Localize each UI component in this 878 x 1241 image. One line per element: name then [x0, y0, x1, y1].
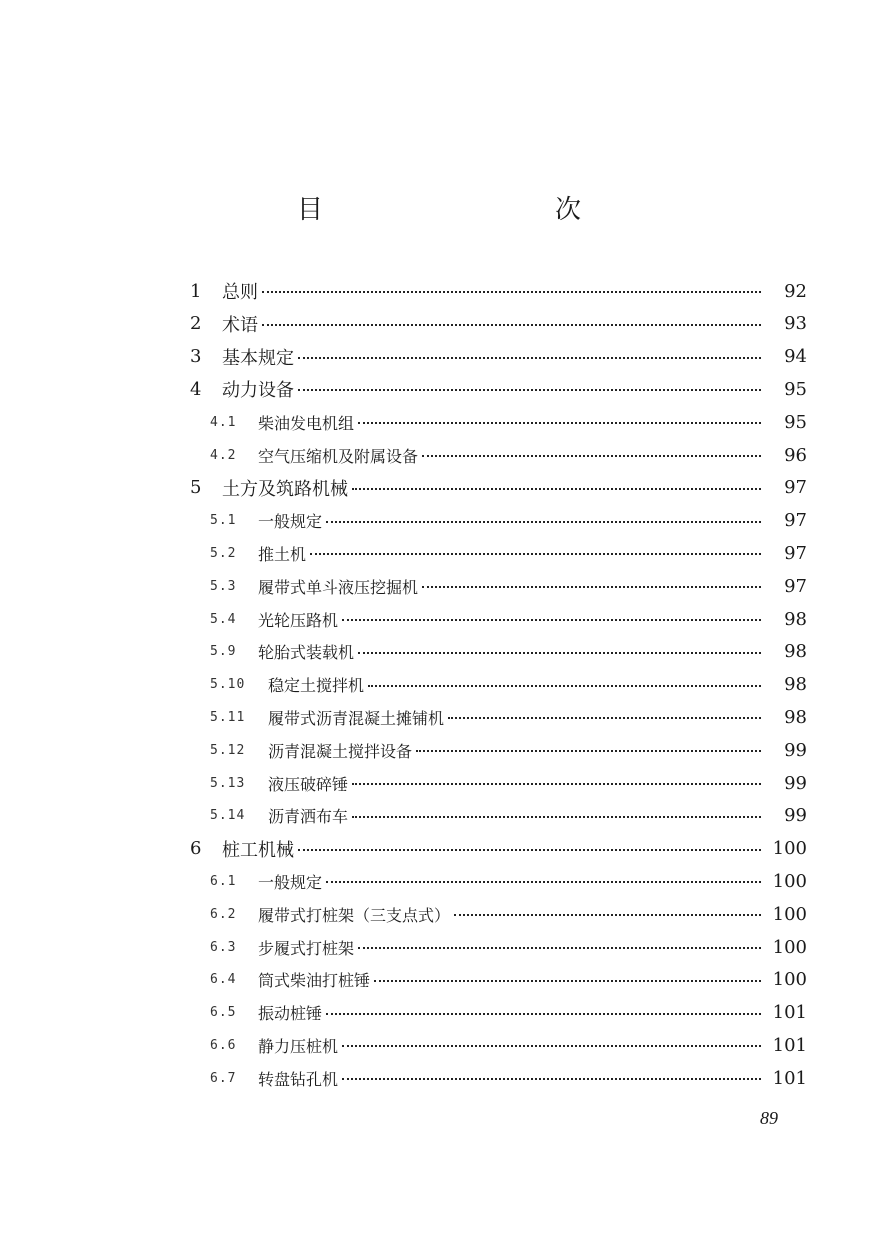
toc-leader-dots [326, 505, 761, 537]
toc-entry[interactable] [210, 767, 807, 799]
toc-leader-dots [352, 472, 761, 504]
toc-entry-page: 94 [784, 346, 807, 368]
toc-entry[interactable] [190, 275, 807, 307]
toc-leader-dots [342, 1062, 761, 1094]
toc-entry-title: 土方及筑路机械 [222, 478, 348, 500]
toc-entry-number: 6.4 [210, 972, 237, 988]
toc-entry-number: 6.3 [210, 939, 237, 955]
toc-entry[interactable] [210, 1029, 807, 1061]
toc-entry[interactable] [190, 833, 807, 865]
toc-leader-dots [326, 865, 761, 897]
toc-entry[interactable] [190, 373, 807, 405]
toc-entry-page: 97 [784, 510, 807, 532]
toc-entry-number: 5.3 [210, 578, 237, 594]
toc-leader-dots [262, 308, 761, 340]
toc-entry-number: 6.2 [210, 906, 237, 922]
toc-entry-title: 术语 [222, 314, 258, 336]
toc-entry-number: 5.14 [210, 808, 246, 824]
page-number: 89 [760, 1108, 778, 1128]
toc-leader-dots [416, 734, 761, 766]
toc-entry-page: 100 [772, 870, 807, 892]
toc-entry-title: 基本规定 [222, 347, 294, 369]
toc-leader-dots [342, 1029, 761, 1061]
toc-entry-number: 6.5 [210, 1005, 237, 1021]
toc-entry[interactable] [210, 964, 807, 996]
toc-entry-title: 振动桩锤 [258, 1004, 323, 1024]
toc-entry-page: 100 [772, 903, 807, 925]
toc-entry-number: 4 [190, 378, 202, 400]
toc-entry-number: 5.12 [210, 742, 246, 758]
toc-entry-title: 履带式沥青混凝土摊铺机 [268, 708, 445, 728]
toc-entry-number: 2 [190, 313, 202, 335]
toc-entry-page: 95 [784, 411, 807, 433]
toc-entry-number: 5.10 [210, 677, 246, 693]
toc-entry-title: 稳定土搅拌机 [268, 676, 365, 696]
toc-entry-number: 5.4 [210, 611, 237, 627]
toc-entry-page: 101 [772, 1067, 807, 1089]
toc-leader-dots [448, 701, 761, 733]
toc-entry-title: 液压破碎锤 [268, 774, 349, 794]
toc-entry-title: 沥青混凝土搅拌设备 [268, 741, 413, 761]
toc-entry-page: 93 [784, 313, 807, 335]
toc-entry[interactable] [210, 570, 807, 602]
toc-entry-number: 3 [190, 346, 202, 368]
table-of-contents [0, 275, 878, 1095]
toc-entry-title: 总则 [222, 282, 258, 303]
toc-entry[interactable] [210, 636, 807, 668]
toc-entry[interactable] [210, 406, 807, 438]
toc-entry-page: 97 [784, 575, 807, 597]
toc-entry-number: 6.1 [210, 873, 237, 889]
toc-entry-page: 96 [784, 444, 807, 466]
toc-entry-page: 100 [772, 838, 807, 860]
toc-entry-number: 6 [190, 838, 202, 860]
toc-entry-title: 步履式打桩架 [258, 938, 355, 958]
toc-entry-page: 97 [784, 477, 807, 499]
toc-leader-dots [298, 341, 761, 373]
toc-entry-title: 静力压桩机 [258, 1036, 339, 1056]
toc-entry-number: 5.11 [210, 709, 246, 725]
toc-entry-page: 98 [784, 608, 807, 630]
toc-entry-title: 履带式单斗液压挖掘机 [258, 577, 419, 597]
toc-leader-dots [422, 570, 761, 602]
toc-entry-number: 4.1 [210, 414, 237, 430]
toc-entry-number: 5.1 [210, 513, 237, 529]
toc-entry[interactable] [210, 734, 807, 766]
toc-leader-dots [298, 373, 761, 405]
toc-leader-dots [352, 800, 761, 832]
toc-entry-title: 动力设备 [222, 380, 294, 402]
toc-entry-title: 桩工机械 [222, 839, 294, 861]
toc-entry-number: 1 [190, 280, 202, 302]
toc-leader-dots [262, 275, 761, 307]
toc-leader-dots [358, 636, 761, 668]
toc-entry-page: 97 [784, 542, 807, 564]
toc-entry-number: 6.6 [210, 1037, 237, 1053]
toc-leader-dots [298, 833, 761, 865]
toc-entry[interactable] [210, 931, 807, 963]
toc-leader-dots [352, 767, 761, 799]
toc-leader-dots [358, 931, 761, 963]
toc-entry[interactable] [210, 439, 807, 471]
toc-entry[interactable] [210, 898, 807, 930]
toc-entry[interactable] [210, 669, 807, 701]
toc-entry-number: 4.2 [210, 447, 237, 463]
toc-leader-dots [326, 997, 761, 1029]
toc-entry-number: 5.2 [210, 545, 237, 561]
toc-entry[interactable] [190, 472, 807, 504]
toc-entry-title: 光轮压路机 [258, 610, 339, 630]
toc-entry-number: 5.13 [210, 775, 246, 791]
toc-leader-dots [358, 406, 761, 438]
toc-entry-title: 一般规定 [258, 512, 323, 532]
toc-entry-title: 履带式打桩架（三支点式） [258, 905, 451, 925]
toc-entry-title: 筒式柴油打桩锤 [258, 971, 371, 991]
toc-entry[interactable] [210, 800, 807, 832]
toc-entry[interactable] [210, 505, 807, 537]
toc-entry-page: 98 [784, 674, 807, 696]
toc-entry-number: 6.7 [210, 1070, 237, 1086]
toc-entry[interactable] [210, 865, 807, 897]
toc-entry-page: 99 [784, 805, 807, 827]
toc-entry[interactable] [210, 1062, 807, 1094]
toc-entry-page: 98 [784, 641, 807, 663]
toc-entry[interactable] [210, 603, 807, 635]
toc-entry-page: 100 [772, 936, 807, 958]
toc-leader-dots [422, 439, 761, 471]
toc-leader-dots [454, 898, 761, 930]
toc-entry[interactable] [210, 997, 807, 1029]
toc-entry-page: 98 [784, 706, 807, 728]
toc-entry-title: 轮胎式装载机 [258, 643, 355, 663]
toc-entry-title: 空气压缩机及附属设备 [258, 446, 419, 466]
toc-entry[interactable] [210, 537, 807, 569]
toc-leader-dots [368, 669, 761, 701]
toc-leader-dots [310, 537, 761, 569]
toc-entry-title: 推土机 [258, 544, 307, 564]
toc-entry-page: 101 [772, 1002, 807, 1024]
toc-leader-dots [342, 603, 761, 635]
toc-entry-page: 101 [772, 1034, 807, 1056]
toc-entry-page: 99 [784, 739, 807, 761]
page-title: 目 次 [296, 195, 641, 225]
toc-leader-dots [374, 964, 761, 996]
toc-entry-title: 柴油发电机组 [258, 413, 355, 433]
toc-entry-title: 一般规定 [258, 872, 323, 892]
toc-entry[interactable] [190, 341, 807, 373]
toc-entry[interactable] [190, 308, 807, 340]
toc-entry-title: 转盘钻孔机 [258, 1069, 339, 1089]
toc-entry[interactable] [210, 701, 807, 733]
toc-entry-number: 5.9 [210, 644, 237, 660]
toc-entry-number: 5 [190, 477, 202, 499]
toc-entry-title: 沥青洒布车 [268, 807, 349, 827]
toc-entry-page: 100 [772, 969, 807, 991]
toc-entry-page: 99 [784, 772, 807, 794]
toc-entry-page: 92 [784, 280, 807, 302]
toc-entry-page: 95 [784, 378, 807, 400]
